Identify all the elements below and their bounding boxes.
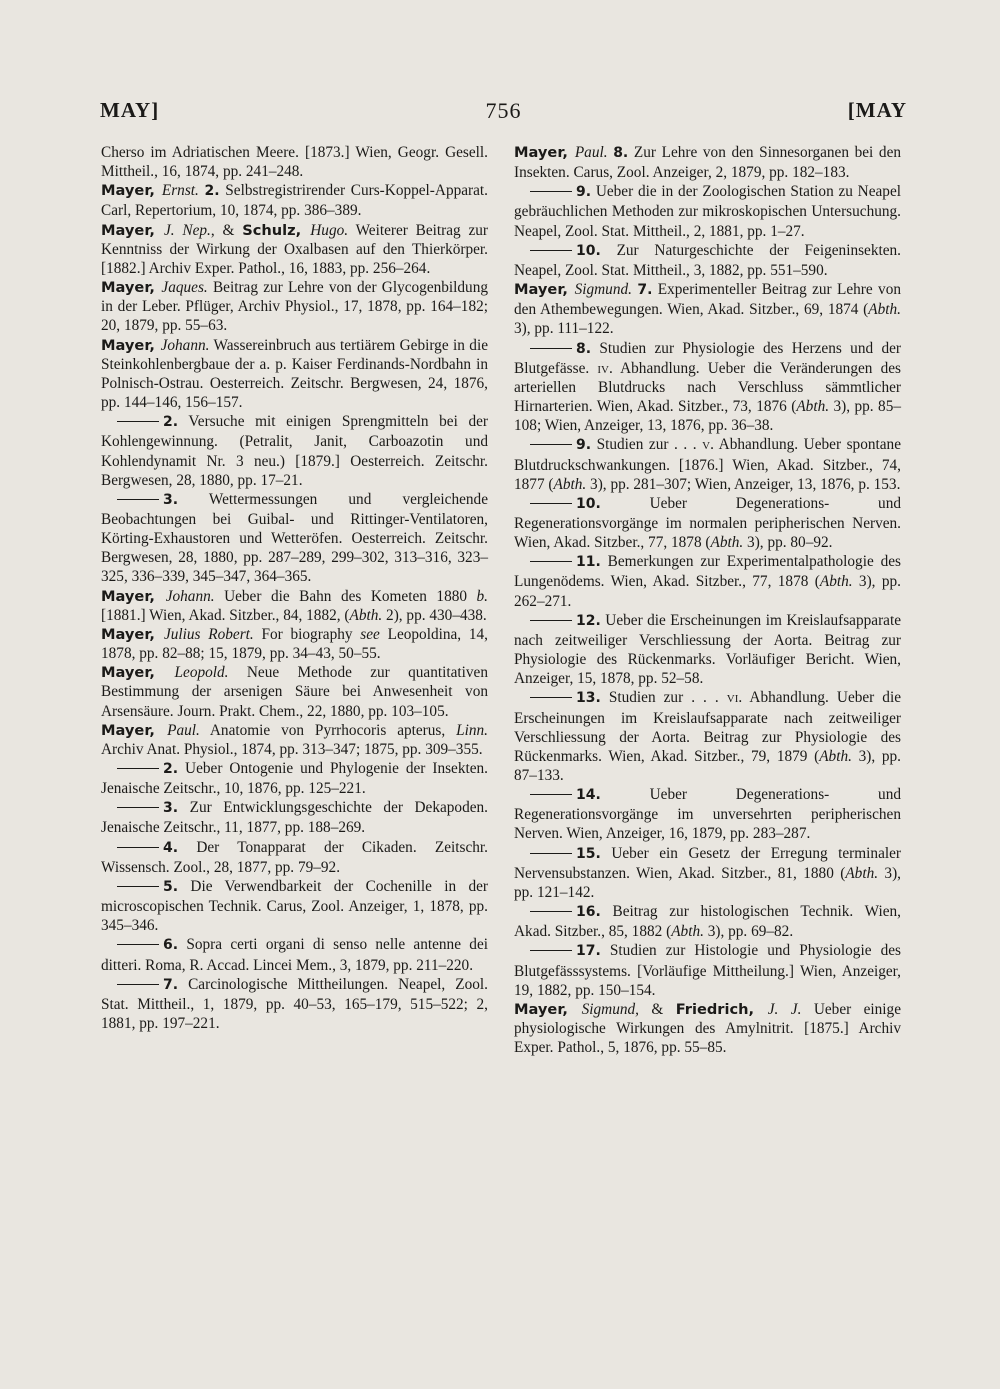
citation-text: 3), pp. 111–122. [514,320,614,338]
author-name: Mayer, [101,721,168,739]
citation-text: 3), pp. 87–133. [514,747,901,784]
italic-text: Paul. [574,144,608,161]
author-name: Schulz, [242,221,311,239]
citation-text: Ueber ein Gesetz der Erregung terminaler Nervensubstanzen. Wien, Akad. Sitzber., 81, 1880 ( [514,844,901,882]
ditto-dash [117,499,159,500]
ditto-dash [530,697,572,698]
entry-number: 14. [576,787,601,804]
italic-text: Abth. [796,398,830,416]
citation-text: [1881.] Wien, Akad. Sitzber., 84, 1882, ( [101,606,350,624]
continuation-entry [514,611,901,689]
citation-text: Abhandlung. Ueber die Veränderungen des arteriellen Blutdrucks nach Verschluss sämmtlicher Hirnarterien. Wien, Akad. Sitzber., 73, 1876 ( [514,359,901,416]
citation-text: Versuche mit einigen Sprengmitteln bei der Kohlengewinnung. (Petralit, Janit, Carboazotin und Kohlendynamit Nr. 3 neu.) [1879.] Oesterreich. Zeitschr. Bergwesen, 28, 1880, pp. 17–21. [101,413,488,489]
italic-text: Abth. [868,301,901,319]
continuation-entry [101,935,488,974]
italic-text: Abth. [710,534,744,552]
ditto-dash [530,503,572,504]
citation-text: Studien zur . . . [600,689,727,707]
roman-numeral: vi. [726,689,743,707]
italic-text: J. Nep. [163,221,211,239]
ditto-dash [117,886,159,887]
entry-number: 10. [576,495,601,512]
italic-text: Leopold. [174,664,229,682]
author-name: Mayer, [101,336,161,354]
ditto-dash [117,847,159,848]
author-name: Mayer, [101,587,166,605]
author-entry [101,587,488,625]
italic-text: Linn. [456,721,488,739]
author-name: Mayer, [514,1000,582,1018]
entry-number: 9. [576,437,592,454]
citation-text: Ueber Ontogenie und Phylogenie der Insekten. Jenaische Zeitschr., 10, 1876, pp. 125–221. [101,760,488,798]
citation-text: Ueber Degenerations- und Regenerationsvorgänge im unversehrten peripherischen Nerven. Wien, Anzeiger, 16, 1879, pp. 283–287. [514,786,901,843]
entry-number: 7. [163,976,179,993]
entry-number: 15. [576,845,601,862]
citation-text: Ueber einige physiologische Wirkungen des Amylnitrit. [1875.] Archiv Exper. Pathol., 5, 1876, pp. 55–85. [514,1000,901,1057]
italic-text: Abth. [671,923,704,941]
citation-text: 3), pp. 80–92. [743,534,833,552]
italic-text: Johann. [165,587,215,605]
continuation-entry [514,339,901,436]
left-column [101,143,488,1033]
author-entry [101,625,488,663]
entry-number: 8. [613,145,629,161]
running-header [100,98,907,128]
continuation-entry [101,412,488,490]
italic-text: Jaques. [161,279,208,297]
entry-number: 5. [163,878,179,895]
author-entry [101,221,488,278]
citation-text: Zur Naturgeschichte der Feigeninsekten. Neapel, Zool. Stat. Mittheil., 3, 1882, pp. 551–590. [514,241,901,279]
citation-text: Wassereinbruch aus tertiärem Gebirge in die Steinkohlenbergbaue der a. p. Kaiser Ferdinands-Nordbahn in Polnisch-Ostrau. Oesterreich. Zeitschr. Bergwesen, 24, 1876, pp. 144–146, 156–157. [101,336,488,412]
citation-text: 3), pp. 121–142. [514,864,901,901]
author-entry [101,721,488,759]
continuation-entry [514,182,901,240]
continuation-entry [514,844,901,902]
author-name: Friedrich, [675,1000,768,1018]
ditto-dash [530,444,572,445]
author-entry [514,143,901,182]
page-number: 756 [485,98,522,123]
italic-text: b. [476,587,489,605]
author-entry [101,181,488,220]
continuation-entry [514,241,901,280]
citation-text: Wettermessungen und vergleichende Beobachtungen bei Guibal- und Rittinger-Ventilatoren, Körting-Exhaustoren und Wetteröfen. Oesterreich. Zeitschr. Bergwesen, 28, 1880, pp. 287–289, 299–302, 313–316, 323–325, 336–339, 345–347, 364–365. [101,490,488,586]
continuation-entry [514,785,901,843]
citation-text: Neue Methode zur quantitativen Bestimmung der arsenigen Säure bei Anwesenheit von Arsensäure. Journ. Prakt. Chem., 22, 1880, pp. 103–105. [101,664,488,720]
entry-continued [101,143,488,181]
continuation-entry [514,688,901,785]
entry-number: 13. [576,690,601,707]
continuation-entry [101,877,488,935]
citation-text: Abhandlung. Ueber die Erscheinungen im Kreislaufsapparate nach zeitweiliger Verschliessung der Aorta. Beitrag zur Physiologie des Rückenmarks. Wien, Akad. Sitzber., 79, 1879 ( [514,689,901,765]
citation-text: Archiv Anat. Physiol., 1874, pp. 313–347; 1875, pp. 309–355. [101,740,483,758]
citation-text: 3), pp. 69–82. [703,923,794,941]
citation-text: 3), pp. 262–271. [514,573,901,610]
entry-number: 3. [163,491,179,508]
citation-text: For biography [253,625,361,643]
citation-text: Cherso im Adriatischen Meere. [1873.] Wien, Geogr. Gesell. Mittheil., 16, 1874, pp. 241–248. [101,144,488,181]
citation-text: Zur Entwicklungsgeschichte der Dekapoden. Jenaische Zeitschr., 11, 1877, pp. 188–269. [101,799,488,837]
ditto-dash [117,768,159,769]
continuation-entry [101,490,488,587]
italic-text: Johann. [160,336,210,354]
citation-text: Die Verwendbarkeit der Cochenille in der microscopischen Technik. Carus, Zool. Anzeiger, 1, 1878, pp. 345–346. [101,877,488,935]
header-left: MAY] [100,98,160,122]
citation-text: 3), pp. 85–108; Wien, Anzeiger, 13, 1876, pp. 36–38. [514,398,901,435]
author-name: Mayer, [101,279,162,297]
ditto-dash [530,911,572,912]
citation-text: Abhandlung. Ueber spontane Blutdruckschwankungen. [1876.] Wien, Akad. Sitzber., 74, 1877 ( [514,436,901,493]
citation-text: Weiterer Beitrag zur Kenntniss der Wirkung der Oxalbasen auf den Thierkörper. [1882.] Archiv Exper. Pathol., 16, 1883, pp. 256–264. [101,221,489,277]
entry-number: 2. [204,183,220,200]
entry-number: 2. [163,761,179,777]
citation-text: Studien zur Histologie und Physiologie des Blutgefässsystems. [Vorläufige Mittheilung.] Wien, Anzeiger, 19, 1882, pp. 150–154. [514,942,901,999]
citation-text: Experimenteller Beitrag zur Lehre von den Athembewegungen. Wien, Akad. Sitzber., 69, 1874 ( [514,281,902,319]
author-name: Mayer, [101,625,164,643]
ditto-dash [530,250,572,251]
right-column [514,143,901,1057]
citation-text: Ueber die Bahn des Kometen 1880 [214,587,477,605]
ditto-dash [117,421,159,422]
ditto-dash [530,950,572,951]
ditto-dash [117,984,159,985]
citation-text: 2), pp. 430–438. [382,606,487,624]
entry-number: 10. [576,242,601,259]
continuation-entry [514,902,901,941]
citation-text: Studien zur Physiologie des Herzens und der Blutgefässe. [514,339,901,377]
continuation-entry [101,759,488,798]
author-name: Mayer, [101,182,162,200]
author-name: Mayer, [514,144,575,161]
author-name: Mayer, [514,281,575,299]
ditto-dash [530,348,572,349]
author-name: Mayer, [101,664,175,682]
citation-text: Bemerkungen zur Experimentalpathologie des Lungenödems. Wien, Akad. Sitzber., 77, 1878 ( [514,553,901,591]
citation-text: Beitrag zur histologischen Technik. Wien, Akad. Sitzber., 85, 1882 ( [514,903,901,941]
header-right: [MAY [847,98,907,122]
italic-text: Abth. [819,573,853,591]
continuation-entry [514,494,901,552]
continuation-entry [514,941,901,999]
entry-number: 17. [576,943,601,960]
citation-text: Sopra certi organi di senso nelle antenne dei ditteri. Roma, R. Accad. Lincei Mem., 3, 1879, pp. 211–220. [101,936,488,974]
roman-numeral: v. [702,436,714,454]
entry-number: 11. [576,554,601,571]
citation-text: Carcinologische Mittheilungen. Neapel, Zool. Stat. Mittheil., 1, 1879, pp. 40–53, 165–179, 515–522; 2, 1881, pp. 197–221. [101,975,488,1033]
entry-number: 6. [163,937,179,954]
continuation-entry [101,798,488,837]
author-entry [101,663,488,720]
continuation-entry [101,838,488,877]
author-name: Mayer, [101,221,164,239]
entry-number: 16. [576,904,601,921]
entry-number: 7. [637,282,653,299]
entry-number: 2. [163,414,179,431]
citation-text: Ueber Degenerations- und Regenerationsvorgänge im normalen peripherischen Nerven. Wien, Akad. Sitzber., 77, 1878 ( [514,494,901,552]
author-entry [101,278,488,335]
ditto-dash [530,794,572,795]
ditto-dash [530,620,572,621]
author-entry [514,1000,901,1057]
italic-text: Julius Robert. [163,625,254,643]
citation-text: , & [210,221,243,239]
citation-text: Zur Lehre von den Sinnesorganen bei den Insekten. Carus, Zool. Anzeiger, 2, 1879, pp. 182–183. [514,144,902,182]
italic-text: Sigmund. [574,281,632,299]
continuation-entry [514,552,901,610]
citation-text: Beitrag zur Lehre von der Glycogenbildung in der Leber. Pflüger, Archiv Physiol., 17, 1878, pp. 164–182; 20, 1879, pp. 55–63. [101,279,489,335]
citation-text: 3), pp. 281–307; Wien, Anzeiger, 13, 1876, p. 153. [586,475,901,493]
citation-text: Leopoldina, 14, 1878, pp. 82–88; 15, 1879, pp. 34–43, 50–55. [101,625,488,663]
citation-text: Anatomie von Pyrrhocoris apterus, [199,721,457,739]
ditto-dash [117,807,159,808]
italic-text: J. J. [767,1000,802,1018]
italic-text: Paul. [167,721,200,739]
citation-text: Selbstregistrirender Curs-Koppel-Apparat. Carl, Repertorium, 10, 1874, pp. 386–389. [101,182,488,220]
entry-number: 4. [163,839,179,856]
entry-number: 3. [163,800,179,817]
ditto-dash [530,853,572,854]
author-entry [101,336,488,413]
italic-text: Sigmund, [581,1000,639,1018]
ditto-dash [117,944,159,945]
citation-text: & [638,1000,676,1018]
entry-number: 12. [576,612,601,629]
ditto-dash [530,191,572,192]
author-entry [514,280,901,338]
italic-text: Hugo. [310,221,349,239]
citation-text: Studien zur . . . [591,436,703,454]
ditto-dash [530,561,572,562]
citation-text: Der Tonapparat der Cikaden. Zeitschr. Wissensch. Zool., 28, 1877, pp. 79–92. [101,838,488,876]
italic-text: Ernst. [161,182,199,200]
italic-text: Abth. [845,864,879,882]
italic-text: Abth. [819,747,852,765]
continuation-entry [514,435,901,493]
italic-text: Abth. [349,606,383,624]
italic-text: Abth. [553,475,587,493]
roman-numeral: iv. [597,359,613,377]
citation-text: Ueber die Erscheinungen im Kreislaufsapparate nach zeitweiliger Verschliessung der Aorta. Beitrag zur Physiologie des Rückenmarks. Vorläufiger Bericht. Wien, Anzeiger, 15, 1878, pp. 52–58. [514,611,901,688]
continuation-entry [101,975,488,1033]
entry-number: 9. [576,184,592,201]
italic-text: see [360,625,380,643]
citation-text: Ueber die in der Zoologischen Station zu Neapel gebräuchlichen Methoden zur mikroskopischen Untersuchung. Neapel, Zool. Stat. Mittheil., 2, 1881, pp. 1–27. [514,183,901,240]
entry-number: 8. [576,340,592,357]
